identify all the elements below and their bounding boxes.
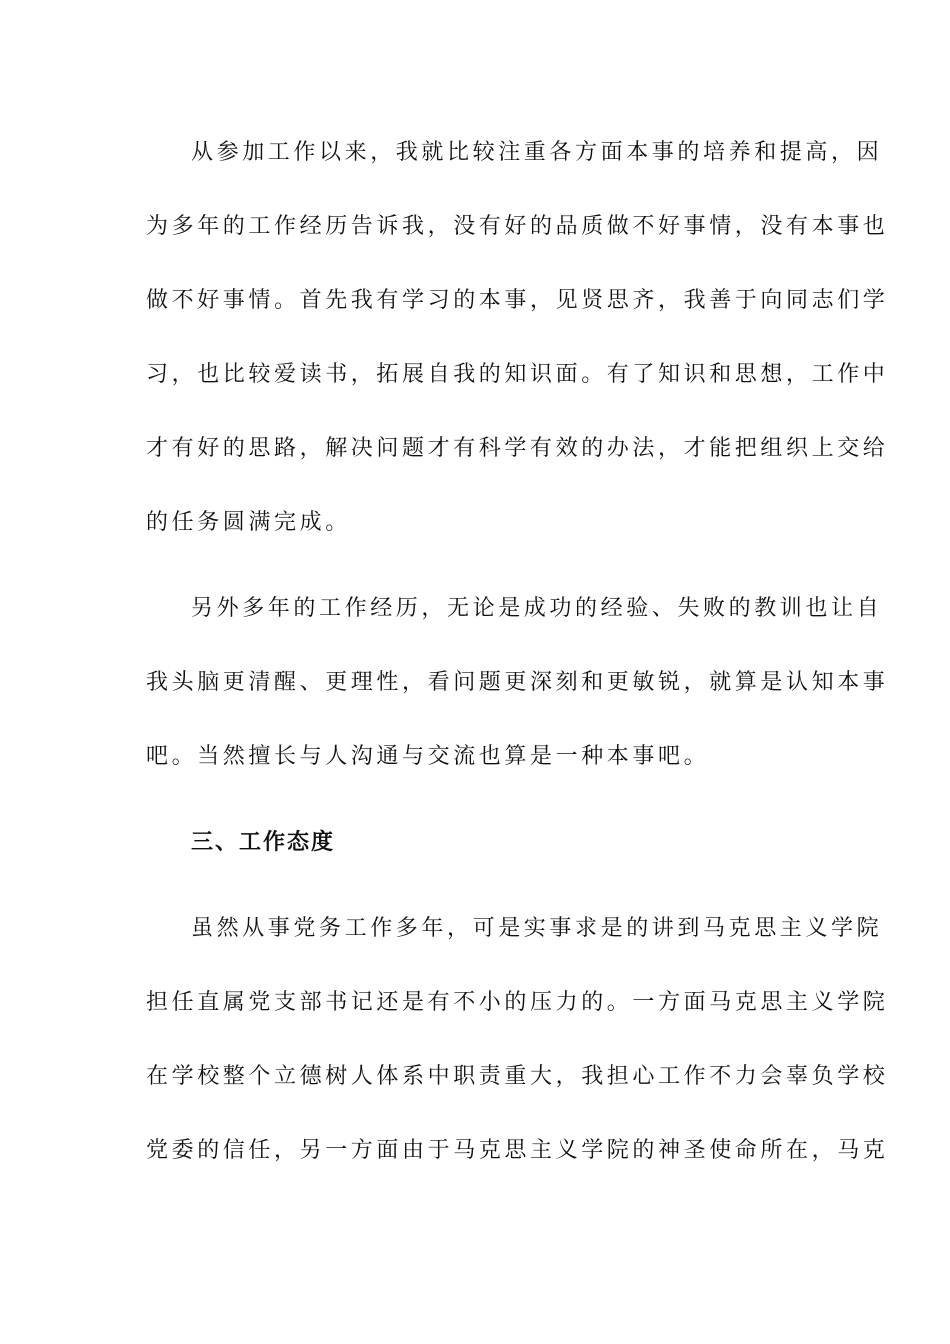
paragraph-1-line-1: 从参加工作以来，我就比较注重各方面本事的培养和提高，因 <box>191 140 883 165</box>
paragraph-2-line-1: 另外多年的工作经历，无论是成功的经验、失败的教训也让自 <box>191 596 883 621</box>
paragraph-1-line-4: 习，也比较爱读书，拓展自我的知识面。有了知识和思想，工作中 <box>146 362 889 387</box>
paragraph-2-line-3: 吧。当然擅长与人沟通与交流也算是一种本事吧。 <box>146 744 710 769</box>
paragraph-3-line-2: 担任直属党支部书记还是有不小的压力的。一方面马克思主义学院 <box>146 990 889 1015</box>
paragraph-3-line-1: 虽然从事党务工作多年，可是实事求是的讲到马克思主义学院 <box>191 916 883 941</box>
paragraph-3-line-3: 在学校整个立德树人体系中职责重大，我担心工作不力会辜负学校 <box>146 1064 889 1089</box>
paragraph-3-line-4: 党委的信任，另一方面由于马克思主义学院的神圣使命所在，马克 <box>146 1138 889 1163</box>
paragraph-1-line-5: 才有好的思路，解决问题才有科学有效的办法，才能把组织上交给 <box>146 436 889 461</box>
paragraph-1-line-2: 为多年的工作经历告诉我，没有好的品质做不好事情，没有本事也 <box>146 214 889 239</box>
paragraph-1-line-6: 的任务圆满完成。 <box>146 510 351 535</box>
paragraph-1-line-3: 做不好事情。首先我有学习的本事，见贤思齐，我善于向同志们学 <box>146 288 889 313</box>
section-heading: 三、工作态度 <box>191 830 336 855</box>
paragraph-2-line-2: 我头脑更清醒、更理性，看问题更深刻和更敏锐，就算是认知本事 <box>146 670 889 695</box>
